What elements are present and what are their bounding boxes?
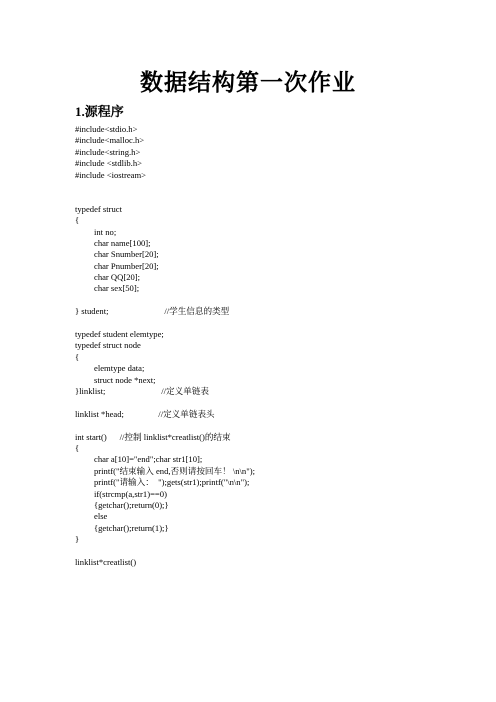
code-line	[75, 318, 475, 329]
code-line: int start() //控制 linklist*creatlist()的结束	[75, 431, 231, 442]
code-line	[75, 397, 475, 408]
code-line	[75, 181, 475, 192]
code-line: else	[94, 511, 108, 522]
code-line: {	[75, 442, 80, 453]
code-line	[75, 420, 475, 431]
code-line: #include <iostream>	[75, 169, 147, 180]
code-line	[75, 192, 475, 203]
code-line: }linklist; //定义单链表	[75, 385, 209, 396]
code-line: {getchar();return(0);}	[94, 499, 169, 510]
code-line: #include<malloc.h>	[75, 135, 145, 146]
code-line: }	[75, 534, 80, 545]
code-line: char name[100];	[94, 237, 151, 248]
code-line: char a[10]="end";char str1[10];	[94, 454, 203, 465]
code-line: typedef struct	[75, 203, 123, 214]
code-line: if(strcmp(a,str1)==0)	[94, 488, 167, 499]
source-code-block	[75, 124, 475, 568]
code-line: {	[75, 351, 80, 362]
code-line: #include<string.h>	[75, 146, 141, 157]
code-line: char sex[50];	[94, 283, 140, 294]
code-line: printf("结束输入 end,否则请按回车！ \n\n");	[94, 465, 255, 476]
code-line: char Snumber[20];	[94, 249, 159, 260]
document-title: 数据结构第一次作业	[140, 70, 356, 95]
code-line: printf("请输入： ");gets(str1);printf("\n\n");	[94, 477, 250, 488]
code-line: int no;	[94, 226, 117, 237]
code-line: char Pnumber[20];	[94, 260, 159, 271]
code-line: char QQ[20];	[94, 272, 141, 283]
code-line: typedef student elemtype;	[75, 329, 164, 340]
code-line: elemtype data;	[94, 363, 145, 374]
code-line	[75, 295, 475, 306]
code-line: } student; //学生信息的类型	[75, 306, 230, 317]
code-line: #include<stdio.h>	[75, 124, 138, 134]
code-line: typedef struct node	[75, 340, 141, 351]
code-line: {getchar();return(1);}	[94, 522, 169, 533]
code-line: linklist *head; //定义单链表头	[75, 408, 215, 419]
code-line: {	[75, 215, 80, 226]
code-line	[75, 545, 475, 556]
code-line: #include <stdlib.h>	[75, 158, 142, 169]
code-line: linklist*creatlist()	[75, 556, 137, 567]
section-heading: 1.源程序	[75, 104, 124, 119]
code-line: struct node *next;	[94, 374, 156, 385]
